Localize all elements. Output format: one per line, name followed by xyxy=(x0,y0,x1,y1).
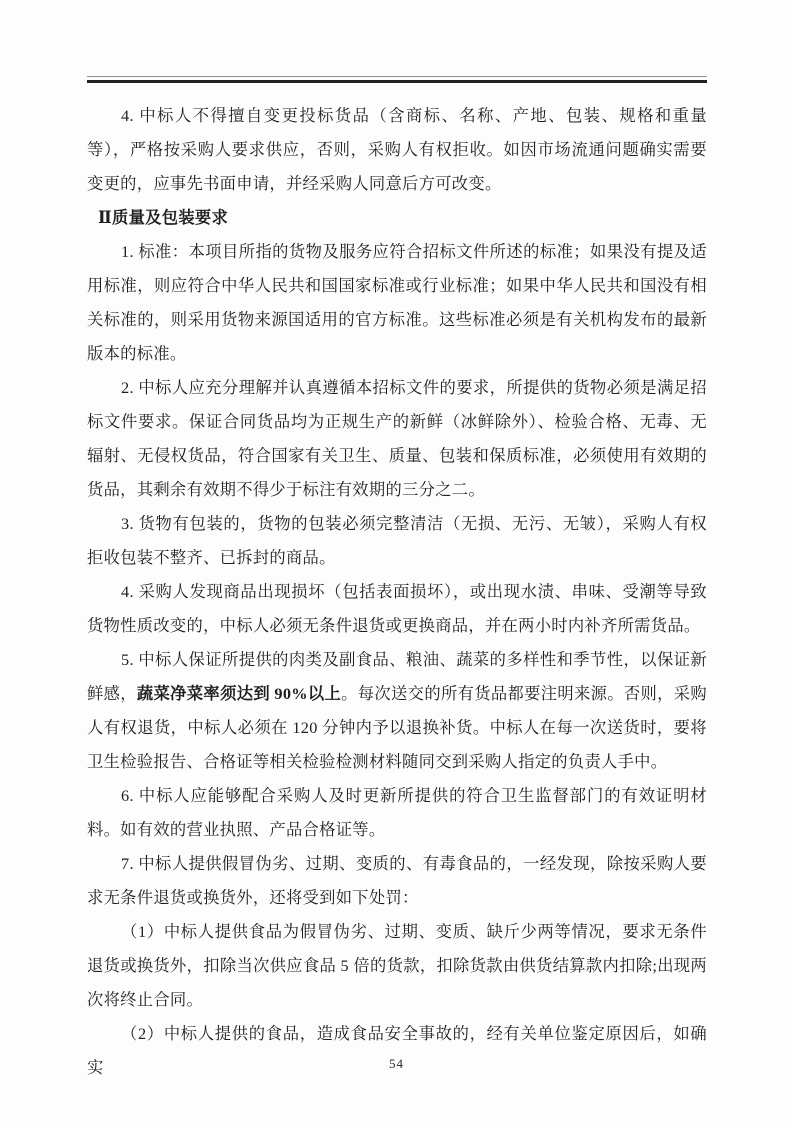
header-double-rule xyxy=(87,76,707,83)
page-number: 54 xyxy=(389,1056,404,1071)
paragraph-penalty-item-1: （1）中标人提供食品为假冒伪劣、过期、变质、缺斤少两等情况，要求无条件退货或换货外，扣除当次供应食品 5 倍的货款，扣除货款由供货结算款内扣除;出现两次将终止合同。 xyxy=(87,922,707,1009)
paragraph-freshness-post: 。每次送交的所有货品都要注明来源。否则，采购人有权退货，中标人必须在 120 分钟内予以退换补货。中标人在每一次送货时，要将卫生检验报告、合格证等相关检验检测材料随同交到采购人指定的负责人手中。 xyxy=(87,684,707,771)
paragraph-standards: 1. 标准：本项目所指的货物及服务应符合招标文件所述的标准；如果没有提及适用标准，则应符合中华人民共和国国家标准或行业标准；如果中华人民共和国没有相关标准的，则采用货物来源国适用的官方标准。这些标准必须是有关机构发布的最新版本的标准。 xyxy=(87,242,707,363)
paragraph-change-of-goods: 4. 中标人不得擅自变更投标货品（含商标、名称、产地、包装、规格和重量等），严格按采购人要求供应，否则，采购人有权拒收。如因市场流通问题确实需要变更的，应事先书面申请，并经采购人同意后方可改变。 xyxy=(87,106,707,193)
paragraph-damaged-goods: 4. 采购人发现商品出现损坏（包括表面损坏），或出现水渍、串味、受潮等导致货物性质改变的，中标人必须无条件退货或更换商品，并在两小时内补齐所需货品。 xyxy=(87,582,707,635)
paragraph-penalty-item-2: （2）中标人提供的食品，造成食品安全事故的，经有关单位鉴定原因后，如确实 xyxy=(87,1024,707,1077)
paragraph-freshness xyxy=(87,643,707,779)
document-body xyxy=(87,99,707,1085)
paragraph-compliance: 2. 中标人应充分理解并认真遵循本招标文件的要求，所提供的货物必须是满足招标文件要求。保证合同货品均为正规生产的新鲜（冰鲜除外）、检验合格、无毒、无辐射、无侵权货品，符合国家有关卫生、质量、包装和保质标准，必须使用有效期的货品，其剩余有效期不得少于标注有效期的三分之二。 xyxy=(87,378,707,499)
paragraph-certificates: 6. 中标人应能够配合采购人及时更新所提供的符合卫生监督部门的有效证明材料。如有效的营业执照、产品合格证等。 xyxy=(87,786,707,839)
paragraph-packaging-condition: 3. 货物有包装的，货物的包装必须完整清洁（无损、无污、无皱），采购人有权拒收包装不整齐、已拆封的商品。 xyxy=(87,514,707,567)
paragraph-penalty-intro: 7. 中标人提供假冒伪劣、过期、变质的、有毒食品的，一经发现，除按采购人要求无条件退货或换货外，还将受到如下处罚： xyxy=(87,854,707,907)
section-heading-quality-packaging: Ⅱ质量及包装要求 xyxy=(98,208,229,227)
paragraph-freshness-bold-clause: 蔬菜净菜率须达到 90%以上 xyxy=(136,684,342,703)
paragraph-freshness-pre: 5. 中标人保证所提供的肉类及副食品、粮油、蔬菜的多样性和季节性，以保证新鲜感， xyxy=(87,650,707,703)
